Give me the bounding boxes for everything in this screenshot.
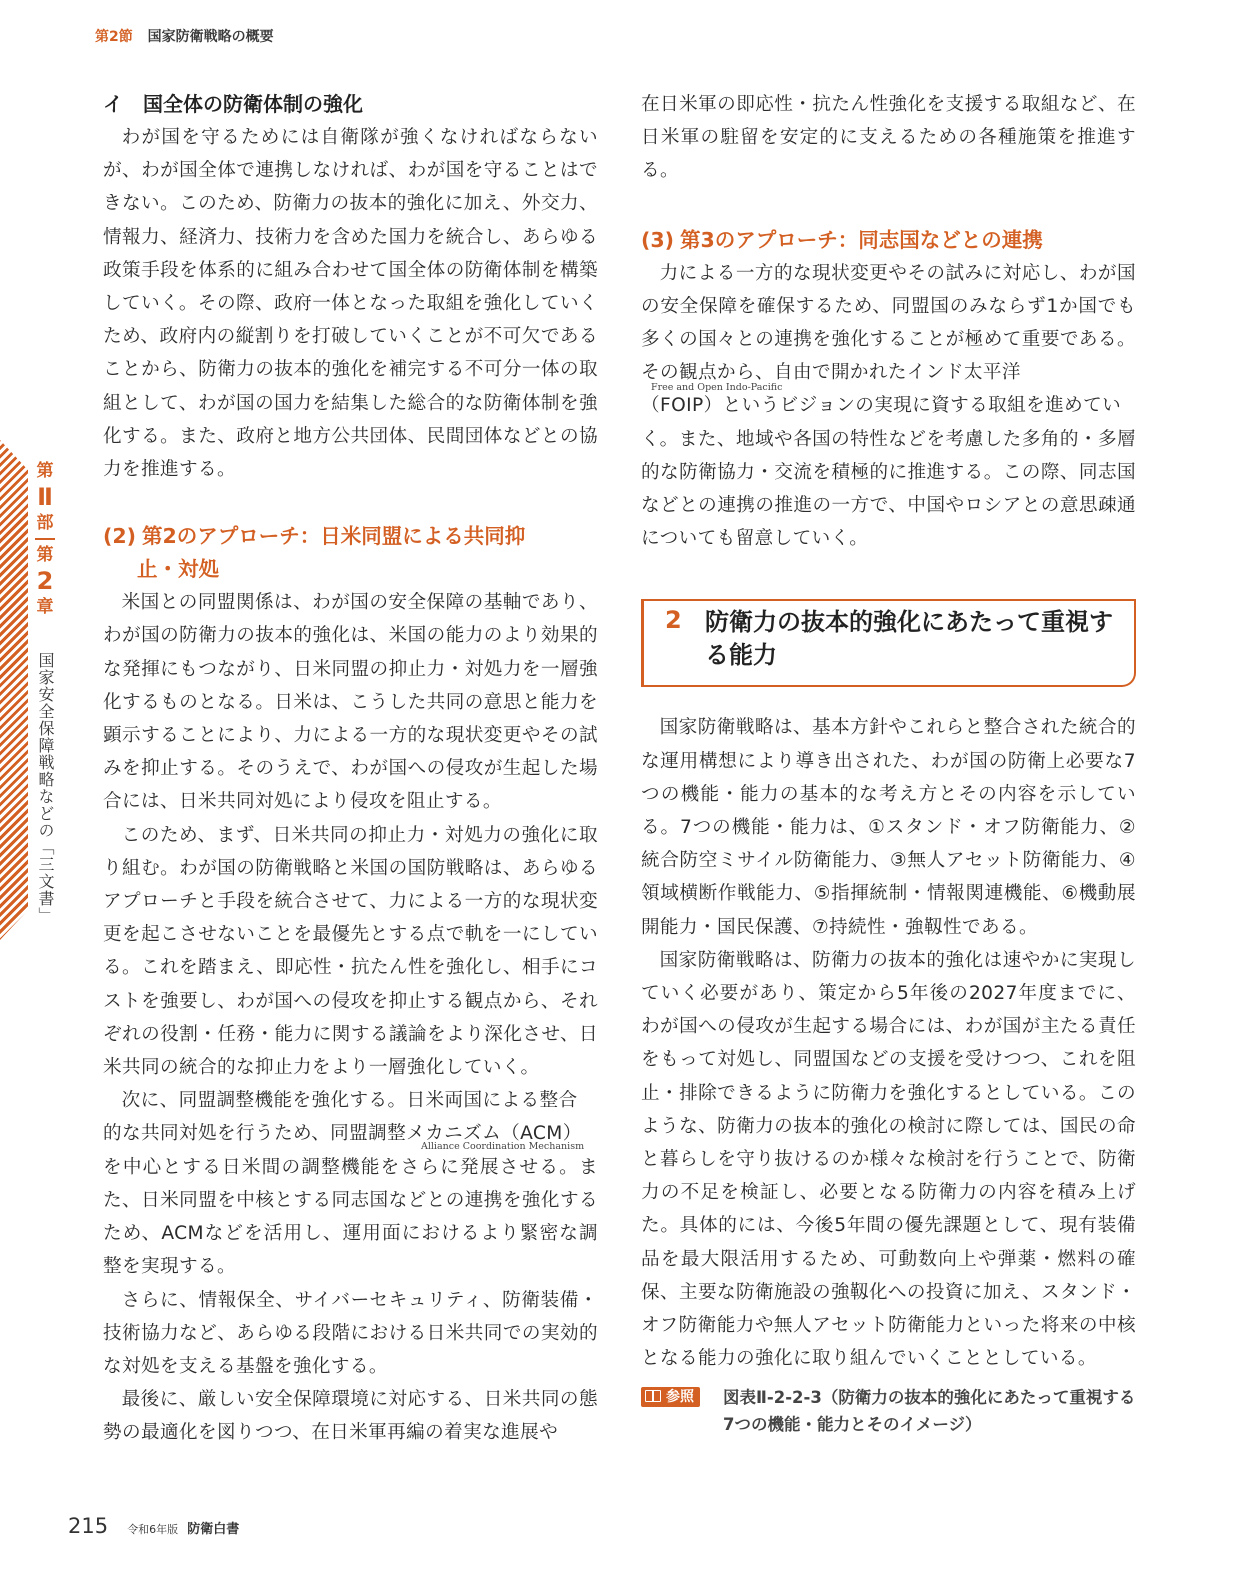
- paragraph-alliance-4: さらに、情報保全、サイバーセキュリティ、防衛装備・技術協力など、あらゆる段階における日米共同での実効的な対処を支える基盤を強化する。: [103, 1289, 598, 1377]
- paragraph-alliance-3-line1: 次に、同盟調整機能を強化する。日米両国による整合: [121, 1090, 578, 1112]
- page-footer: [68, 1514, 239, 1538]
- left-column: [103, 88, 598, 1450]
- paragraph-partners-1: 力による一方的な現状変更やその試みに対応し、わが国の安全保障を確保するため、同盟国のみならず1か国でも多くの国々との連携を強化することが極めて重要である。その観点から、自由で開かれたインド太平洋: [641, 262, 1136, 384]
- heading-approach-2-line1: 第2のアプローチ：日米同盟による共同抑: [142, 524, 526, 549]
- side-tab-divider: [35, 538, 55, 540]
- section-number: 2: [665, 606, 682, 635]
- section-heading-box: [641, 599, 1136, 687]
- paragraph-alliance-1: 米国との同盟関係は、わが国の安全保障の基軸であり、わが国の防衛力の抜本的強化は、米国の能力のより効果的な発揮にもつながり、日米同盟の抑止力・対処力を一層強化するものとなる。日米は、こうした共同の意思と能力を顕示することにより、力による一方的な現状変更やその試みを抑止する。そのうえで、わが国への侵攻が生起した場合には、日米共同対処により侵攻を阻止する。: [103, 592, 598, 813]
- paragraph-partners-ruby-line: [641, 382, 1136, 422]
- part-suffix: 部: [36, 513, 54, 533]
- book-icon: [645, 1390, 661, 1402]
- reference-badge: [641, 1387, 700, 1407]
- paragraph-capabilities-1: 国家防衛戦略は、基本方針やこれらと整合された統合的な運用構想により導き出された、わが国の防衛上必要な7つの機能・能力の基本的な考え方とその内容を示している。7つの機能・能力は、①スタンド・オフ防衛能力、②統合防空ミサイル防衛能力、③無人アセット防衛能力、④領域横断作戦能力、⑤指揮統制・情報関連機能、⑥機動展開能力・国民保護、⑦持続性・強靱性である。: [641, 717, 1136, 938]
- footer-edition: 令和6年版: [127, 1523, 179, 1536]
- paragraph-alliance-5: 最後に、厳しい安全保障環境に対応する、日米共同の態勢の最適化を図りつつ、在日米軍再編の着実な進展や: [103, 1389, 598, 1444]
- foip-line: （FOIP）というビジョンの実現に資する取組を進めてい: [641, 395, 1122, 417]
- paragraph-i: わが国を守るためには自衛隊が強くなければならないが、わが国全体で連携しなければ、わが国を守ることはできない。このため、防衛力の抜本的強化に加え、外交力、情報力、経済力、技術力を含めた国力を統合し、あらゆる政策手段を体系的に組み合わせて国全体の防衛体制を構築していく。その際、政府一体となった取組を強化していくため、政府内の縦割りを打破していくことが不可欠であることから、防衛力の抜本的強化を補完する不可分一体の取組として、わが国の国力を結集した総合的な防衛体制を強化する。また、政府と地方公共団体、民間団体などとの協力を推進する。: [103, 127, 598, 481]
- footer-book-title: 防衛白書: [187, 1522, 240, 1537]
- paragraph-partners-2: く。また、地域や各国の特性などを考慮した多角的・多層的な防衛協力・交流を積極的に推進する。この際、同志国などとの連携の推進の一方で、中国やロシアとの意思疎通についても留意していく。: [641, 428, 1136, 550]
- heading-i: イ 国全体の防衛体制の強化: [103, 92, 363, 116]
- foip-ruby: Free and Open Indo-Pacific: [651, 382, 783, 394]
- chapter-suffix: 章: [36, 597, 54, 617]
- acm-line: 的な共同対処を行うため、同盟調整メカニズム（ACM）: [103, 1123, 582, 1145]
- side-tab: [0, 440, 58, 940]
- part-prefix: 第: [36, 461, 54, 481]
- section-heading-bar: [641, 601, 644, 685]
- side-tab-subtitle: 国家安全保障戦略などの「三文書」: [36, 652, 55, 924]
- paragraph-continued: 在日米軍の即応性・抗たん性強化を支援する取組など、在日米軍の駐留を安定的に支えるための各種施策を推進する。: [641, 94, 1136, 182]
- heading-approach-2: [103, 520, 598, 586]
- header-section: 第2節: [95, 29, 133, 45]
- heading-approach-3-number: (3): [641, 227, 675, 252]
- paragraph-alliance-3-rest: を中心とする日米間の調整機能をさらに発展させる。また、日米同盟を中核とする同志国などとの連携を強化するため、ACMなどを活用し、運用面におけるより緊密な調整を実現する。: [103, 1156, 598, 1278]
- running-header: [95, 26, 274, 46]
- side-tab-stripe: [0, 440, 28, 940]
- chapter-number: 2: [36, 567, 54, 595]
- reference-text: 図表Ⅱ-2-2-3（防衛力の抜本的強化にあたって重視する7つの機能・能力とそのイメージ）: [723, 1387, 1136, 1434]
- reference-label: 参照: [666, 1388, 694, 1405]
- heading-approach-3: [641, 224, 1136, 257]
- section-title: 防衛力の抜本的強化にあたって重視する能力: [705, 608, 1113, 670]
- heading-approach-2-number: (2): [103, 524, 137, 549]
- part-number: Ⅱ: [37, 483, 53, 511]
- page-number: 215: [68, 1514, 109, 1538]
- acm-ruby: Alliance Coordination Mechanism: [421, 1141, 585, 1153]
- reference-note: [641, 1384, 1136, 1438]
- side-tab-label: [32, 460, 58, 618]
- paragraph-alliance-3-line2: [103, 1117, 598, 1153]
- chapter-prefix: 第: [36, 545, 54, 565]
- heading-approach-2-line2: 止・対処: [137, 557, 219, 582]
- right-column: [641, 88, 1136, 1438]
- heading-approach-3-text: 第3のアプローチ：同志国などとの連携: [680, 227, 1043, 252]
- header-title: 国家防衛戦略の概要: [147, 29, 274, 45]
- paragraph-alliance-2: このため、まず、日米共同の抑止力・対処力の強化に取り組む。わが国の防衛戦略と米国の国防戦略は、あらゆるアプローチと手段を統合させて、力による一方的な現状変更を起こさせないことを最優先とする点で軌を一にしている。これを踏まえ、即応性・抗たん性を強化し、相手にコストを強要し、わが国への侵攻を抑止する観点から、それぞれの役割・任務・能力に関する議論をより深化させ、日米共同の統合的な抑止力をより一層強化していく。: [103, 824, 598, 1079]
- paragraph-capabilities-2: 国家防衛戦略は、防衛力の抜本的強化は速やかに実現していく必要があり、策定から5年後の2027年度までに、わが国への侵攻が生起する場合には、わが国が主たる責任をもって対処し、同盟国などの支援を受けつつ、これを阻止・排除できるように防衛力を強化するとしている。このような、防衛力の抜本的強化の検討に際しては、国民の命と暮らしを守り抜けるのか様々な検討を行うことで、防衛力の不足を検証し、必要となる防衛力の内容を積み上げた。具体的には、今後5年間の優先課題として、現有装備品を最大限活用するため、可動数向上や弾薬・燃料の確保、主要な防衛施設の強靱化への投資に加え、スタンド・オフ防衛能力や無人アセット防衛能力といった将来の中核となる能力の強化に取り組んでいくこととしている。: [641, 949, 1136, 1370]
